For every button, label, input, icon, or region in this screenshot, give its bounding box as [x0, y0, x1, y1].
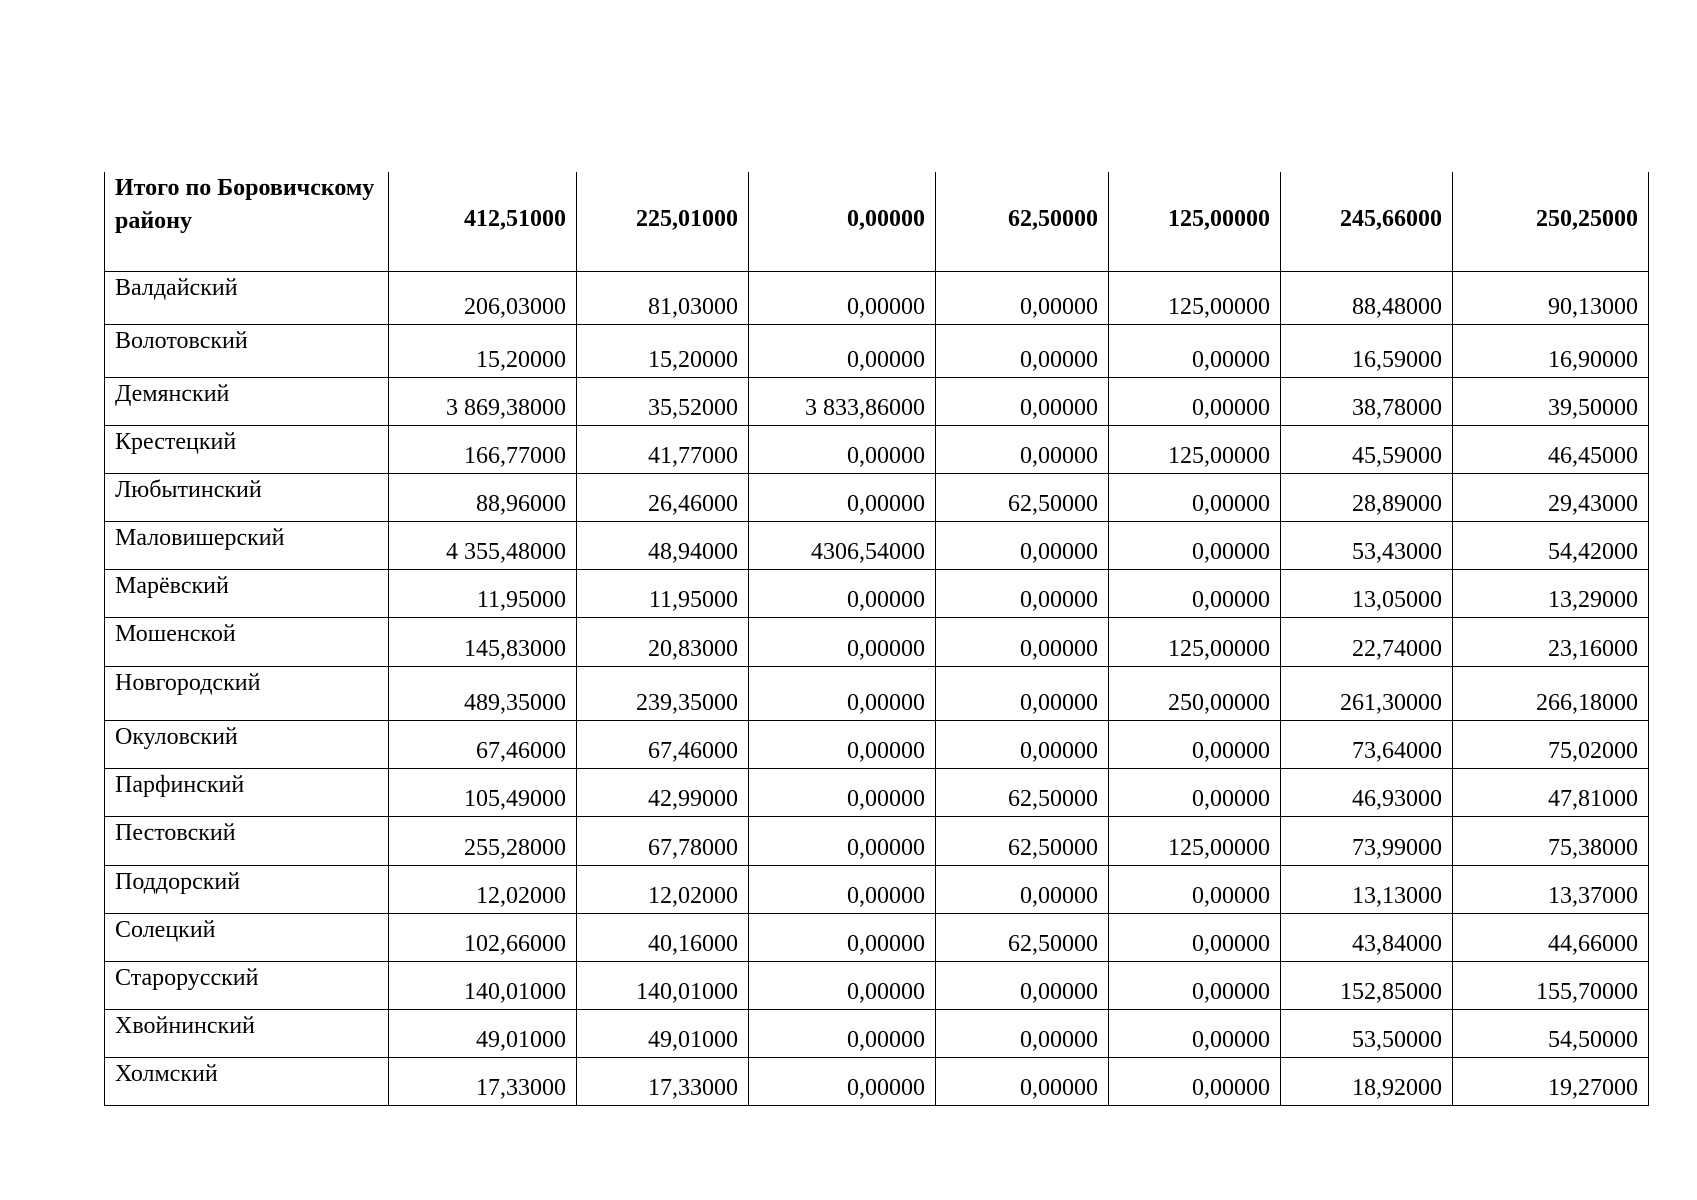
- district-value: 4 355,48000: [389, 521, 577, 569]
- district-value: 73,64000: [1281, 720, 1453, 768]
- district-value: 0,00000: [749, 473, 936, 521]
- district-value: 266,18000: [1453, 666, 1649, 720]
- district-value: 0,00000: [749, 720, 936, 768]
- district-value: 0,00000: [936, 271, 1109, 324]
- total-row-value: 412,51000: [389, 172, 577, 271]
- table-row: [105, 720, 1649, 768]
- district-value: 0,00000: [936, 324, 1109, 377]
- district-name: Мошенской: [105, 617, 389, 666]
- district-value: 67,46000: [389, 720, 577, 768]
- district-value: 53,43000: [1281, 521, 1453, 569]
- district-name: Поддорский: [105, 865, 389, 913]
- district-value: 105,49000: [389, 768, 577, 816]
- district-value: 0,00000: [749, 913, 936, 961]
- district-value: 0,00000: [936, 377, 1109, 425]
- district-value: 0,00000: [749, 768, 936, 816]
- table-row: [105, 666, 1649, 720]
- district-value: 102,66000: [389, 913, 577, 961]
- district-value: 0,00000: [749, 425, 936, 473]
- district-value: 62,50000: [936, 473, 1109, 521]
- district-value: 49,01000: [577, 1009, 749, 1057]
- district-value: 0,00000: [1109, 521, 1281, 569]
- district-value: 90,13000: [1453, 271, 1649, 324]
- district-value: 0,00000: [1109, 377, 1281, 425]
- district-value: 75,02000: [1453, 720, 1649, 768]
- district-value: 125,00000: [1109, 617, 1281, 666]
- table-body: [105, 172, 1649, 1105]
- table-row: [105, 617, 1649, 666]
- district-value: 13,05000: [1281, 569, 1453, 617]
- table-row: [105, 473, 1649, 521]
- district-value: 13,29000: [1453, 569, 1649, 617]
- district-value: 0,00000: [936, 961, 1109, 1009]
- district-value: 15,20000: [577, 324, 749, 377]
- district-value: 4306,54000: [749, 521, 936, 569]
- district-value: 46,93000: [1281, 768, 1453, 816]
- district-value: 0,00000: [749, 1057, 936, 1105]
- district-name: Парфинский: [105, 768, 389, 816]
- district-value: 152,85000: [1281, 961, 1453, 1009]
- district-value: 3 869,38000: [389, 377, 577, 425]
- district-value: 0,00000: [1109, 324, 1281, 377]
- district-value: 0,00000: [936, 666, 1109, 720]
- district-value: 41,77000: [577, 425, 749, 473]
- district-value: 16,59000: [1281, 324, 1453, 377]
- district-value: 140,01000: [389, 961, 577, 1009]
- district-value: 16,90000: [1453, 324, 1649, 377]
- district-value: 13,13000: [1281, 865, 1453, 913]
- total-row-value: 225,01000: [577, 172, 749, 271]
- district-value: 35,52000: [577, 377, 749, 425]
- district-value: 18,92000: [1281, 1057, 1453, 1105]
- total-row-value: 250,25000: [1453, 172, 1649, 271]
- district-value: 20,83000: [577, 617, 749, 666]
- table-row: [105, 816, 1649, 865]
- table-row: [105, 324, 1649, 377]
- table-row: [105, 865, 1649, 913]
- district-name: Марёвский: [105, 569, 389, 617]
- district-value: 0,00000: [1109, 913, 1281, 961]
- district-name: Новгородский: [105, 666, 389, 720]
- district-value: 19,27000: [1453, 1057, 1649, 1105]
- district-value: 43,84000: [1281, 913, 1453, 961]
- district-value: 261,30000: [1281, 666, 1453, 720]
- table-row: [105, 377, 1649, 425]
- district-value: 44,66000: [1453, 913, 1649, 961]
- district-value: 0,00000: [936, 1057, 1109, 1105]
- table-row: [105, 271, 1649, 324]
- district-value: 0,00000: [749, 1009, 936, 1057]
- district-value: 255,28000: [389, 816, 577, 865]
- district-value: 29,43000: [1453, 473, 1649, 521]
- total-row-value: 245,66000: [1281, 172, 1453, 271]
- district-value: 250,00000: [1109, 666, 1281, 720]
- district-value: 54,42000: [1453, 521, 1649, 569]
- district-value: 0,00000: [1109, 569, 1281, 617]
- district-value: 0,00000: [936, 865, 1109, 913]
- district-value: 45,59000: [1281, 425, 1453, 473]
- table-row: [105, 768, 1649, 816]
- district-name: Хвойнинский: [105, 1009, 389, 1057]
- district-name: Любытинский: [105, 473, 389, 521]
- district-value: 166,77000: [389, 425, 577, 473]
- district-value: 73,99000: [1281, 816, 1453, 865]
- district-value: 22,74000: [1281, 617, 1453, 666]
- district-value: 0,00000: [749, 961, 936, 1009]
- district-value: 46,45000: [1453, 425, 1649, 473]
- district-value: 0,00000: [749, 666, 936, 720]
- district-name: Холмский: [105, 1057, 389, 1105]
- district-value: 125,00000: [1109, 816, 1281, 865]
- district-value: 75,38000: [1453, 816, 1649, 865]
- district-value: 0,00000: [1109, 473, 1281, 521]
- district-value: 125,00000: [1109, 271, 1281, 324]
- district-value: 0,00000: [749, 569, 936, 617]
- district-name: Маловишерский: [105, 521, 389, 569]
- district-value: 54,50000: [1453, 1009, 1649, 1057]
- district-value: 11,95000: [389, 569, 577, 617]
- district-value: 0,00000: [1109, 1009, 1281, 1057]
- district-value: 67,78000: [577, 816, 749, 865]
- district-name: Окуловский: [105, 720, 389, 768]
- table-row: [105, 1057, 1649, 1105]
- district-value: 0,00000: [936, 1009, 1109, 1057]
- total-row-value: 125,00000: [1109, 172, 1281, 271]
- district-value: 88,48000: [1281, 271, 1453, 324]
- district-value: 17,33000: [577, 1057, 749, 1105]
- district-value: 12,02000: [389, 865, 577, 913]
- district-value: 26,46000: [577, 473, 749, 521]
- district-value: 0,00000: [936, 617, 1109, 666]
- district-value: 40,16000: [577, 913, 749, 961]
- district-value: 0,00000: [936, 720, 1109, 768]
- district-value: 15,20000: [389, 324, 577, 377]
- district-value: 0,00000: [1109, 961, 1281, 1009]
- district-name: Старорусский: [105, 961, 389, 1009]
- district-value: 3 833,86000: [749, 377, 936, 425]
- budget-table: [104, 172, 1649, 1106]
- district-value: 0,00000: [936, 521, 1109, 569]
- district-value: 62,50000: [936, 768, 1109, 816]
- district-value: 0,00000: [749, 816, 936, 865]
- total-row: [105, 172, 1649, 271]
- district-name: Пестовский: [105, 816, 389, 865]
- district-value: 140,01000: [577, 961, 749, 1009]
- district-value: 0,00000: [1109, 720, 1281, 768]
- district-value: 206,03000: [389, 271, 577, 324]
- district-value: 11,95000: [577, 569, 749, 617]
- district-value: 88,96000: [389, 473, 577, 521]
- table-row: [105, 961, 1649, 1009]
- district-value: 81,03000: [577, 271, 749, 324]
- district-value: 39,50000: [1453, 377, 1649, 425]
- district-value: 125,00000: [1109, 425, 1281, 473]
- district-value: 12,02000: [577, 865, 749, 913]
- district-value: 13,37000: [1453, 865, 1649, 913]
- total-row-value: 62,50000: [936, 172, 1109, 271]
- table-row: [105, 425, 1649, 473]
- district-value: 0,00000: [749, 271, 936, 324]
- district-value: 28,89000: [1281, 473, 1453, 521]
- district-name: Крестецкий: [105, 425, 389, 473]
- district-value: 0,00000: [1109, 1057, 1281, 1105]
- district-value: 0,00000: [749, 617, 936, 666]
- district-value: 155,70000: [1453, 961, 1649, 1009]
- district-value: 23,16000: [1453, 617, 1649, 666]
- district-value: 38,78000: [1281, 377, 1453, 425]
- district-value: 0,00000: [936, 569, 1109, 617]
- district-value: 0,00000: [749, 324, 936, 377]
- district-value: 48,94000: [577, 521, 749, 569]
- district-value: 145,83000: [389, 617, 577, 666]
- district-value: 49,01000: [389, 1009, 577, 1057]
- district-value: 239,35000: [577, 666, 749, 720]
- district-value: 17,33000: [389, 1057, 577, 1105]
- table-row: [105, 521, 1649, 569]
- district-value: 0,00000: [936, 425, 1109, 473]
- district-value: 47,81000: [1453, 768, 1649, 816]
- district-value: 0,00000: [1109, 768, 1281, 816]
- table-row: [105, 569, 1649, 617]
- district-value: 42,99000: [577, 768, 749, 816]
- district-value: 67,46000: [577, 720, 749, 768]
- district-name: Солецкий: [105, 913, 389, 961]
- district-value: 62,50000: [936, 816, 1109, 865]
- table-row: [105, 913, 1649, 961]
- district-name: Валдайский: [105, 271, 389, 324]
- table-row: [105, 1009, 1649, 1057]
- district-name: Демянский: [105, 377, 389, 425]
- district-name: Волотовский: [105, 324, 389, 377]
- district-value: 489,35000: [389, 666, 577, 720]
- district-value: 62,50000: [936, 913, 1109, 961]
- district-value: 53,50000: [1281, 1009, 1453, 1057]
- district-value: 0,00000: [749, 865, 936, 913]
- total-row-value: 0,00000: [749, 172, 936, 271]
- total-row-name: Итого по Боровичскому району: [105, 172, 389, 271]
- district-value: 0,00000: [1109, 865, 1281, 913]
